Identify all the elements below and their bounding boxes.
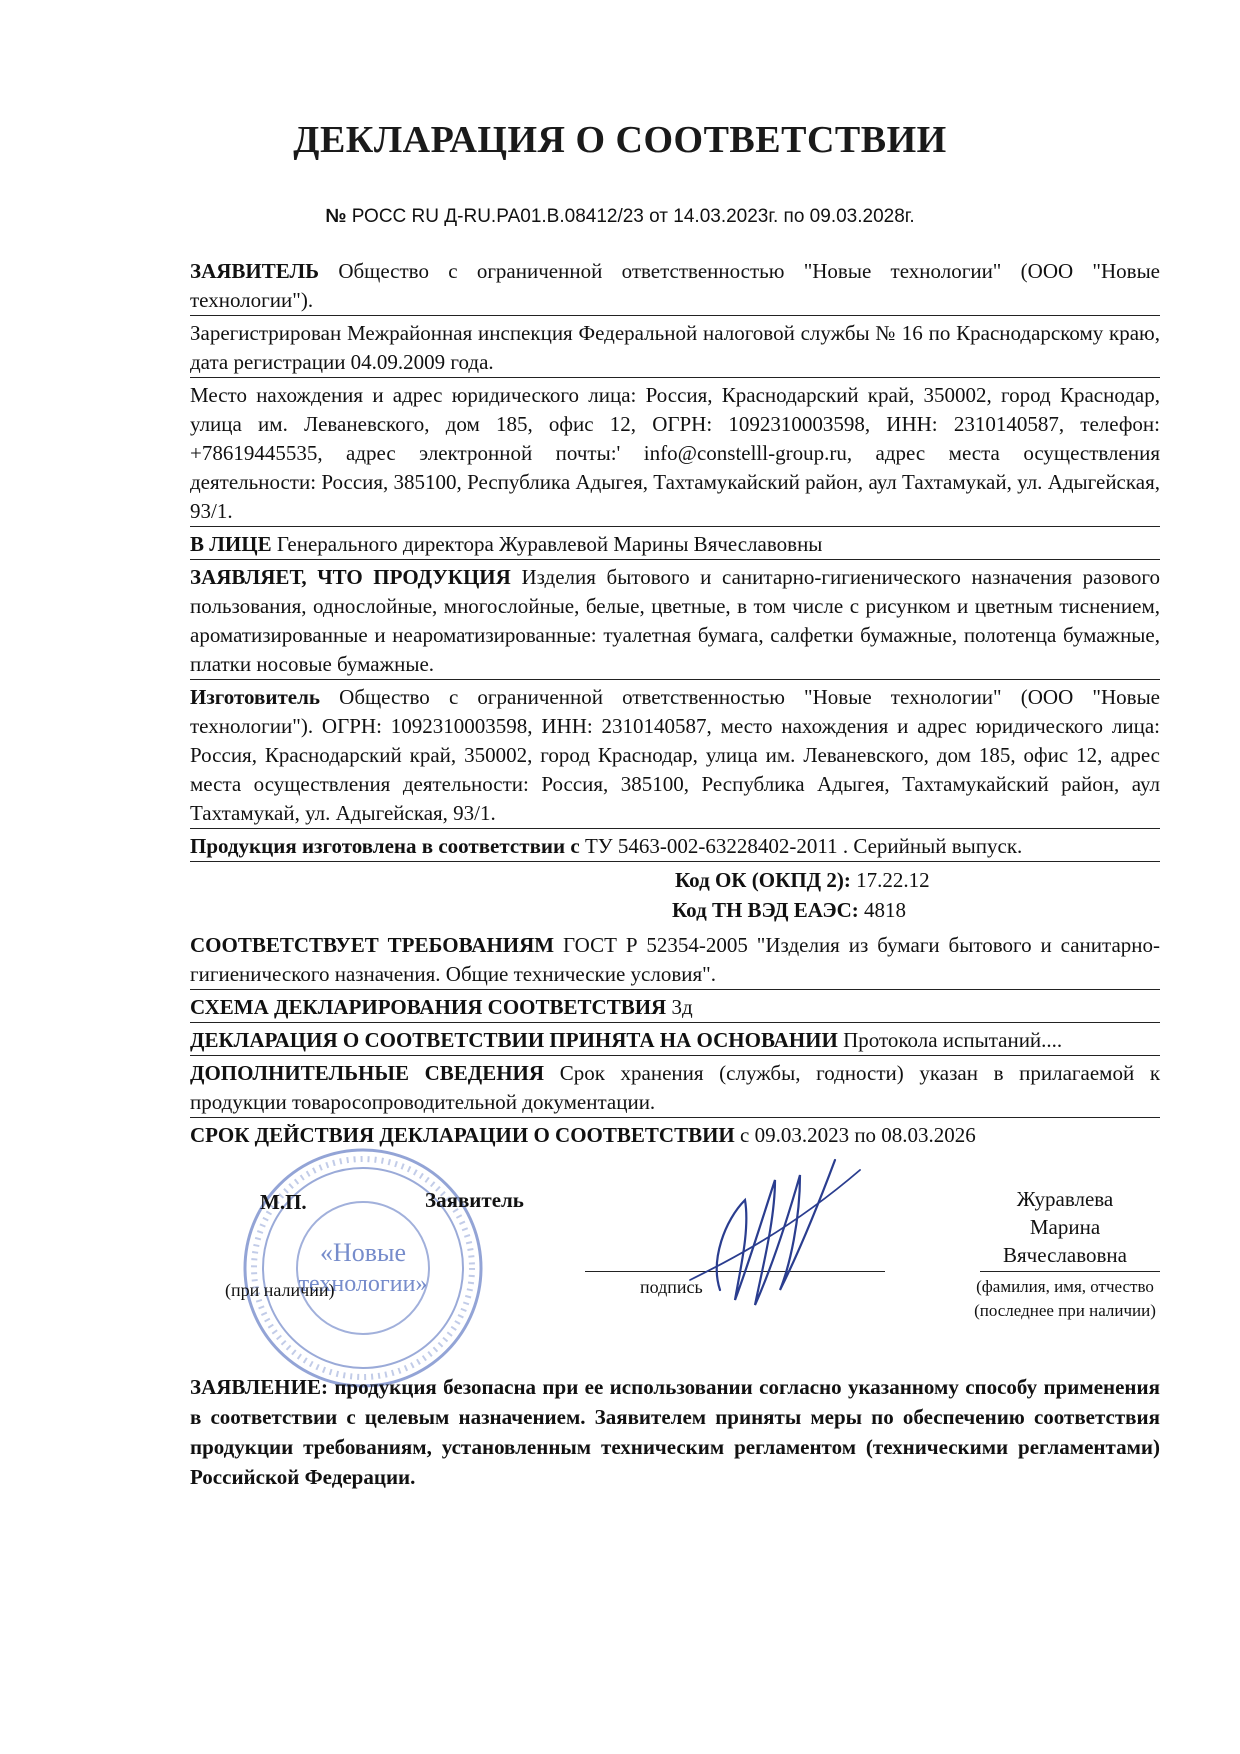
scheme-label: СХЕМА ДЕКЛАРИРОВАНИЯ СООТВЕТСТВИЯ <box>190 995 667 1019</box>
signature-caption: подпись <box>640 1277 703 1297</box>
okpd-code <box>675 865 1160 895</box>
signer-name <box>970 1185 1160 1269</box>
declaration-number <box>0 206 1240 228</box>
declares-section <box>190 563 1160 680</box>
okpd-value: 17.22.12 <box>856 868 930 892</box>
additional-text: Срок хранения (службы, годности) указан в прилагаемой к продукции товаросопроводительной документации. <box>190 1061 1161 1114</box>
applicant-signer-label: Заявитель <box>425 1188 524 1212</box>
validity-label: СРОК ДЕЙСТВИЯ ДЕКЛАРАЦИИ О СООТВЕТСТВИИ <box>190 1123 735 1147</box>
statement-section <box>190 1372 1160 1492</box>
registration-text: Зарегистрирован Межрайонная инспекция Федеральной налоговой службы № 16 по Краснодарскому краю, дата регистрации 04.09.2009 года. <box>190 321 1160 374</box>
applicant-label: ЗАЯВИТЕЛЬ <box>190 259 320 283</box>
stamp-text-line1: «Новые <box>319 1238 407 1267</box>
basis-text: Протокола испытаний.... <box>843 1028 1063 1052</box>
handwritten-signature <box>650 1140 880 1320</box>
number-sign: № <box>325 206 347 227</box>
signer-name-line <box>980 1271 1160 1272</box>
manufacturer-section <box>190 683 1160 829</box>
signer-patronymic: Вячеславовна <box>1003 1243 1127 1267</box>
address-text: Место нахождения и адрес юридического лица: Россия, Краснодарский край, 350002, город Краснодар, улица им. Леваневского, дом 185, офис 12, ОГРН: 1092310003598, ИНН: 2310140587, телефон: +78619445535, адрес электронной почты:' info@constelll-group.ru, адрес места осуществления деятельности: Россия, 385100, Республика Адыгея, Тахтамукайский район, аул Тахтамукай, ул. Адыгейская, 93/1. <box>190 383 1160 523</box>
codes-section <box>190 865 1160 925</box>
basis-section <box>190 1026 1160 1056</box>
represented-section <box>190 530 1160 560</box>
if-any-note: (при наличии) <box>225 1280 335 1300</box>
signer-surname: Журавлева <box>1016 1187 1114 1211</box>
tnved-value: 4818 <box>864 898 907 922</box>
scheme-section <box>190 993 1160 1023</box>
okpd-label: Код ОК (ОКПД 2): <box>675 868 851 892</box>
tnved-label: Код ТН ВЭД ЕАЭС: <box>672 898 859 922</box>
tnved-code <box>672 895 1160 925</box>
validity-text: с 09.03.2023 по 08.03.2026 <box>740 1123 976 1147</box>
applicant-text: Общество с ограниченной ответственностью "Новые технологии" (ООО "Новые технологии"). <box>190 259 1161 312</box>
produced-text: ТУ 5463-002-63228402-2011 . Серийный выпуск. <box>584 834 1023 858</box>
declaration-body <box>190 257 1160 1150</box>
manufacturer-text: Общество с ограниченной ответственностью "Новые технологии" (ООО "Новые технологии"). ОГРН: 1092310003598, ИНН: 2310140587, место нахождения и адрес юридического лица: Россия, Краснодарский край, 350002, город Краснодар, улица им. Леваневского, дом 185, офис 12, адрес места осуществления деятельности: Россия, 385100, Республика Адыгея, Тахтамукайский район, аул Тахтамукай, ул. Адыгейская, 93/1. <box>190 685 1161 825</box>
produced-label: Продукция изготовлена в соответствии с <box>190 834 580 858</box>
represented-label: В ЛИЦЕ <box>190 532 272 556</box>
declares-text: Изделия бытового и санитарно-гигиенического назначения разового пользования, однослойные, многослойные, белые, цветные, в том числе с рисунком и цветным тиснением, ароматизированные и неароматизированные: туалетная бумага, салфетки бумажные, полотенца бумажные, платки носовые бумажные. <box>190 565 1161 676</box>
declares-label: ЗАЯВЛЯЕТ, ЧТО ПРОДУКЦИЯ <box>190 565 511 589</box>
applicant-section <box>190 257 1160 316</box>
manufacturer-label: Изготовитель <box>190 685 320 709</box>
represented-text: Генерального директора Журавлевой Марины Вячеславовны <box>276 532 823 556</box>
conforms-text: ГОСТ Р 52354-2005 "Изделия из бумаги бытового и санитарно-гигиенического назначения. Общие технические условия". <box>190 933 1161 986</box>
registration-section <box>190 319 1160 378</box>
signer-name-note: (фамилия, имя, отчество (последнее при наличии) <box>974 1277 1156 1320</box>
statement-text: продукция безопасна при ее использовании согласно указанному способу применения в соответствии с целевым назначением. Заявителем приняты меры по обеспечению соответствия продукции требованиям, установленным техническим регламентом (техническими регламентами) Российской Федерации. <box>190 1375 1160 1489</box>
conforms-label: СООТВЕТСТВУЕТ ТРЕБОВАНИЯМ <box>190 933 555 957</box>
statement-label: ЗАЯВЛЕНИЕ: <box>190 1375 328 1399</box>
scheme-text: 3д <box>671 995 693 1019</box>
conforms-section <box>190 931 1160 990</box>
additional-section <box>190 1059 1160 1118</box>
document-title: ДЕКЛАРАЦИЯ О СООТВЕТСТВИИ <box>293 119 947 161</box>
produced-section <box>190 832 1160 862</box>
mp-label: М.П. <box>260 1190 307 1214</box>
basis-label: ДЕКЛАРАЦИЯ О СООТВЕТСТВИИ ПРИНЯТА НА ОСНОВАНИИ <box>190 1028 838 1052</box>
additional-label: ДОПОЛНИТЕЛЬНЫЕ СВЕДЕНИЯ <box>190 1061 545 1085</box>
stamp-text-line2: технологии» <box>298 1271 428 1297</box>
signer-first-name: Марина <box>1029 1215 1101 1239</box>
address-section <box>190 381 1160 527</box>
number-text: РОСС RU Д-RU.РА01.В.08412/23 от 14.03.2023г. по 09.03.2028г. <box>351 206 915 227</box>
